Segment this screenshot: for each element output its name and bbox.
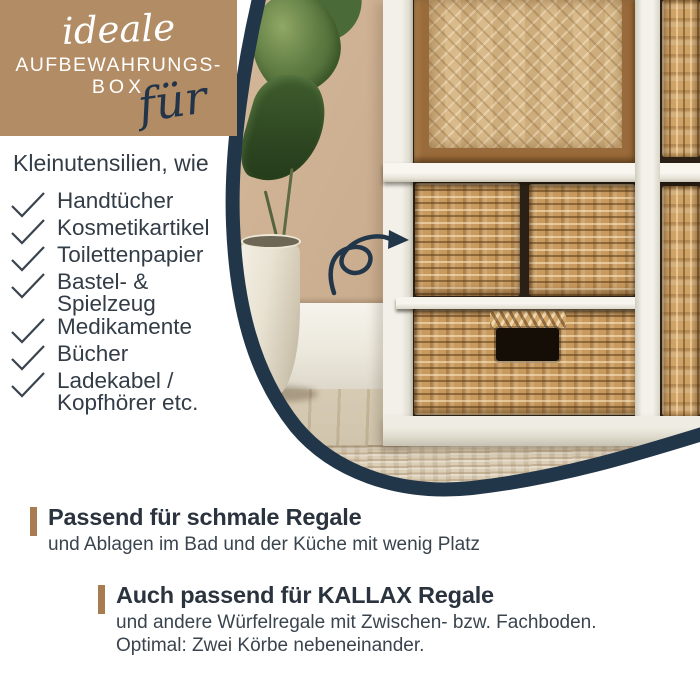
badge-script-word-fuer: für (134, 69, 211, 133)
check-icon (10, 191, 46, 218)
check-icon (10, 272, 46, 299)
wicker-basket-small (415, 183, 520, 296)
list-item-label: Toilettenpapier (57, 242, 204, 267)
badge-title-line2: BOX (91, 76, 146, 98)
accent-bar (30, 507, 37, 536)
check-icon (10, 317, 46, 344)
section-subtitle: Optimal: Zwei Körbe nebeneinander. (116, 635, 425, 657)
check-icon (10, 245, 46, 272)
shelf-divider (635, 0, 660, 418)
list-item-label: Kosmetikartikel (57, 215, 210, 240)
list-item-label: Bastel- & Spielzeug (57, 269, 156, 316)
checklist-header: Kleinutensilien, wie (13, 150, 209, 176)
basket-rim-braid (490, 311, 566, 328)
cube-shelf (383, 0, 700, 446)
section-title: Auch passend für KALLAX Regale (116, 582, 494, 608)
check-icon (10, 218, 46, 245)
shelf-bottom-panel (383, 416, 700, 446)
list-item-label: Medikamente (57, 314, 193, 339)
basket-handle-hole (496, 328, 559, 361)
plant-pot-rim (241, 234, 301, 249)
list-item-label: Handtücher (57, 188, 174, 213)
shelf-side-panel (383, 0, 413, 446)
wicker-basket-wide (414, 309, 637, 415)
section-subtitle: und andere Würfelregale mit Zwischen- bzw. Fachboden. (116, 612, 597, 633)
shelf-insert-divider (396, 297, 648, 309)
wicker-basket (662, 0, 700, 157)
framed-rattan-panel (414, 0, 637, 163)
use-case-checklist (0, 150, 240, 430)
feature-section-kallax-regale (98, 582, 597, 657)
badge-title-line1: AUFBEWAHRUNGS- (15, 54, 222, 76)
check-icon (10, 371, 46, 398)
accent-bar (98, 585, 105, 614)
list-item-label: Ladekabel / Kopfhörer etc. (57, 368, 199, 415)
herringbone-weave (429, 0, 622, 148)
check-icon (10, 344, 46, 371)
badge-script-word: ideale (61, 6, 176, 53)
list-item-label: Bücher (57, 341, 129, 366)
feature-section-schmale-regale (30, 504, 480, 556)
section-title: Passend für schmale Regale (48, 504, 362, 530)
plant-pot (238, 238, 300, 398)
section-subtitle: und Ablagen im Bad und der Küche mit wenig Platz (48, 534, 480, 555)
wicker-basket-small (529, 184, 635, 296)
wicker-basket-tall (662, 186, 700, 416)
